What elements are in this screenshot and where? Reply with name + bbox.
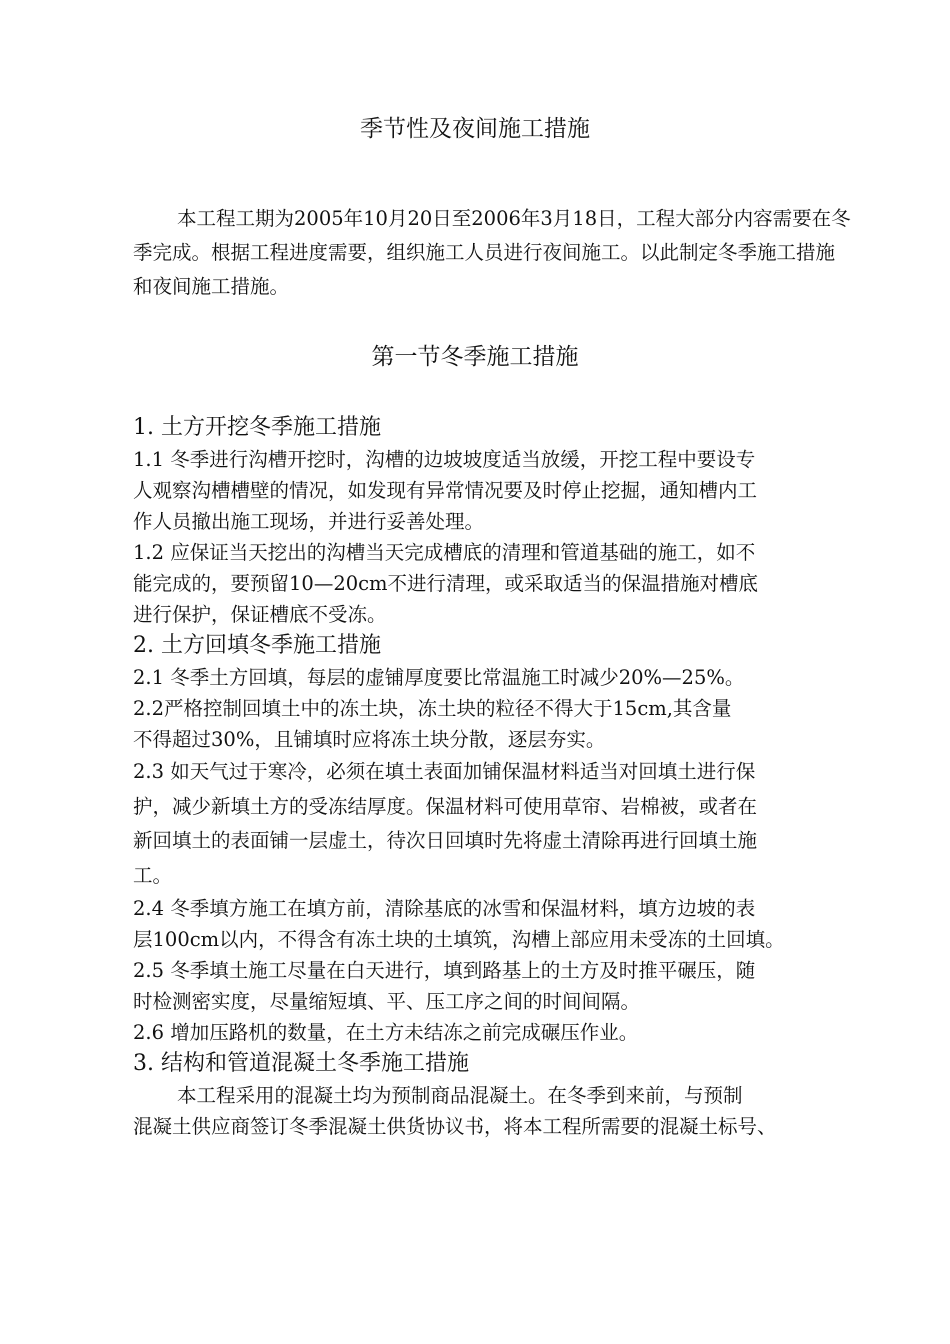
text-line: 1.1 冬季进行沟槽开挖时，沟槽的边坡坡度适当放缓，开挖工程中要设专 (133, 448, 756, 471)
heading-concrete-winter: 3. 结构和管道混凝土冬季施工措施 (133, 1051, 469, 1076)
text-line: 不得超过30%，且铺填时应将冻土块分散，逐层夯实。 (133, 728, 606, 751)
text-line: 2.2严格控制回填土中的冻土块，冻土块的粒径不得大于15cm,其含量 (133, 697, 732, 720)
heading-earthwork-excavation: 1. 土方开挖冬季施工措施 (133, 415, 381, 440)
text-line: 人观察沟槽槽壁的情况，如发现有异常情况要及时停止挖掘，通知槽内工 (133, 479, 758, 502)
text-line: 2.4 冬季填方施工在填方前，清除基底的冰雪和保温材料，填方边坡的表 (133, 897, 756, 920)
section-body (133, 412, 853, 1142)
text-line: 2.3 如天气过于寒冷，必须在填土表面加铺保温材料适当对回填土进行保 (133, 760, 756, 783)
text-line: 进行保护，保证槽底不受冻。 (133, 603, 387, 626)
heading-earthwork-backfill: 2. 土方回填冬季施工措施 (133, 633, 381, 658)
text-line: 时检测密实度，尽量缩短填、平、压工序之间的时间间隔。 (133, 990, 641, 1013)
intro-paragraph: 本工程工期为2005年10月20日至2006年3月18日，工程大部分内容需要在冬季完成。根据工程进度需要，组织施工人员进行夜间施工。以此制定冬季施工措施和夜间施工措施。 (133, 207, 851, 298)
text-line: 护，减少新填土方的受冻结厚度。保温材料可使用草帘、岩棉被，或者在 (133, 794, 758, 818)
text-line: 新回填土的表面铺一层虚土，待次日回填时先将虚土清除再进行回填土施 (133, 829, 758, 852)
text-line: 层100cm以内，不得含有冻土块的土填筑，沟槽上部应用未受冻的土回填。 (133, 928, 785, 951)
text-line: 工。 (133, 863, 173, 887)
document-title: 季节性及夜间施工措施 (360, 116, 590, 142)
text-line: 本工程采用的混凝土均为预制商品混凝土。在冬季到来前，与预制 (177, 1084, 743, 1107)
text-line: 能完成的，要预留10—20cm不进行清理，或采取适当的保温措施对槽底 (133, 572, 759, 595)
text-line: 作人员撤出施工现场，并进行妥善处理。 (133, 510, 485, 533)
text-line: 1.2 应保证当天挖出的沟槽当天完成槽底的清理和管道基础的施工，如不 (133, 541, 756, 564)
text-line: 2.6 增加压路机的数量，在土方未结冻之前完成碾压作业。 (133, 1021, 639, 1044)
text-line: 2.5 冬季填土施工尽量在白天进行，填到路基上的土方及时推平碾压，随 (133, 959, 756, 982)
section-title: 第一节冬季施工措施 (371, 344, 579, 370)
text-line: 混凝土供应商签订冬季混凝土供货协议书，将本工程所需要的混凝土标号、 (133, 1115, 777, 1138)
text-line: 2.1 冬季土方回填，每层的虚铺厚度要比常温施工时减少20%—25%。 (133, 666, 745, 689)
